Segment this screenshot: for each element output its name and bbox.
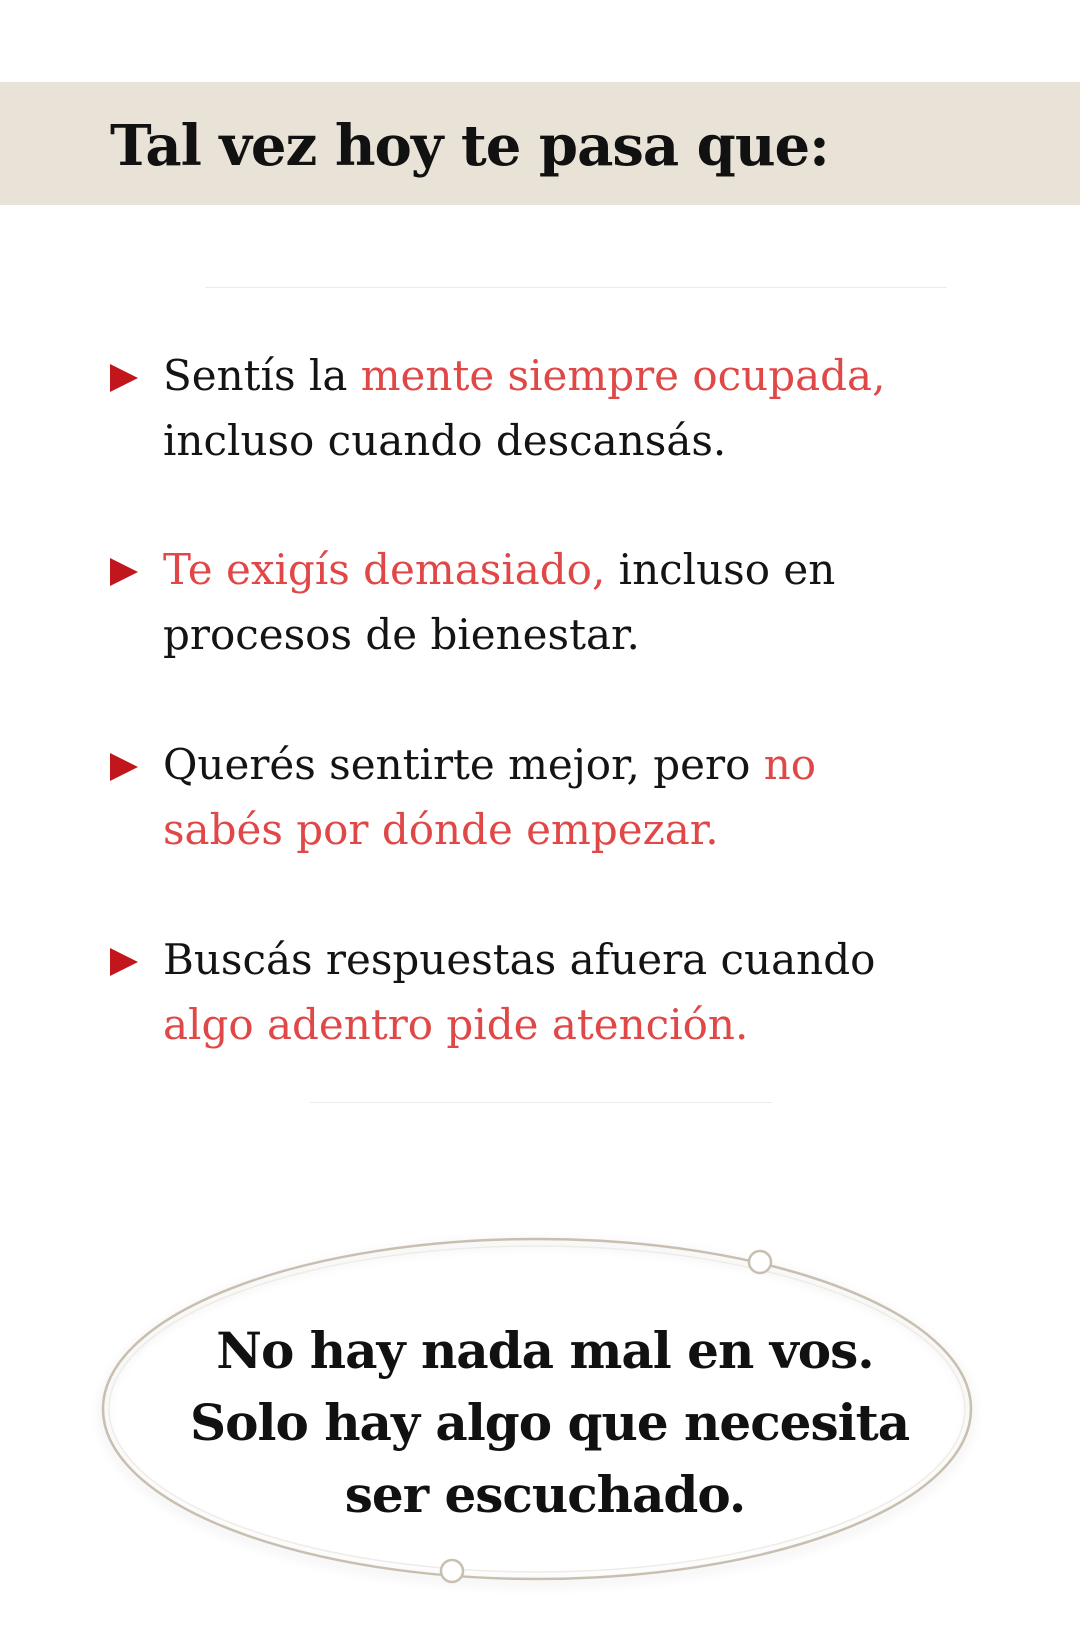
quote-line: No hay nada mal en vos.: [216, 1321, 874, 1380]
triangle-bullet-icon: [110, 558, 138, 586]
triangle-bullet-icon: [110, 753, 138, 781]
triangle-bullet-icon: [110, 364, 138, 392]
quote-line: ser escuchado.: [344, 1465, 746, 1524]
ellipse-node-top-icon: [749, 1251, 771, 1273]
bullet-highlight-segment: Te exigís demasiado,: [163, 545, 606, 594]
bullet-text: [163, 537, 933, 667]
bullet-highlight-segment: mente siempre ocupada,: [360, 351, 886, 400]
bullet-text-segment: Buscás respuestas afuera cuando: [163, 935, 876, 984]
ellipse-node-bottom-icon: [441, 1560, 463, 1582]
bullet-text-segment: incluso cuando descansás.: [163, 416, 727, 465]
section-title: Tal vez hoy te pasa que:: [110, 113, 829, 179]
quote-line: Solo hay algo que necesita: [190, 1393, 910, 1452]
triangle-bullet-icon: [110, 948, 138, 976]
divider-bottom: [310, 1102, 772, 1103]
divider-top: [205, 287, 947, 288]
bullet-highlight-segment: no sabés por dónde empezar.: [163, 740, 817, 854]
quote-callout: [100, 1230, 990, 1590]
bullet-highlight-segment: algo adentro pide atención.: [163, 1000, 749, 1049]
bullet-text-segment: incluso en procesos de bienestar.: [163, 545, 836, 659]
bullet-text: [163, 927, 933, 1057]
bullet-text: [163, 732, 933, 862]
quote-text: [190, 1315, 910, 1531]
bullet-text-segment: Querés sentirte mejor, pero: [163, 740, 764, 789]
bullet-text: [163, 343, 933, 473]
bullet-text-segment: Sentís la: [163, 351, 361, 400]
